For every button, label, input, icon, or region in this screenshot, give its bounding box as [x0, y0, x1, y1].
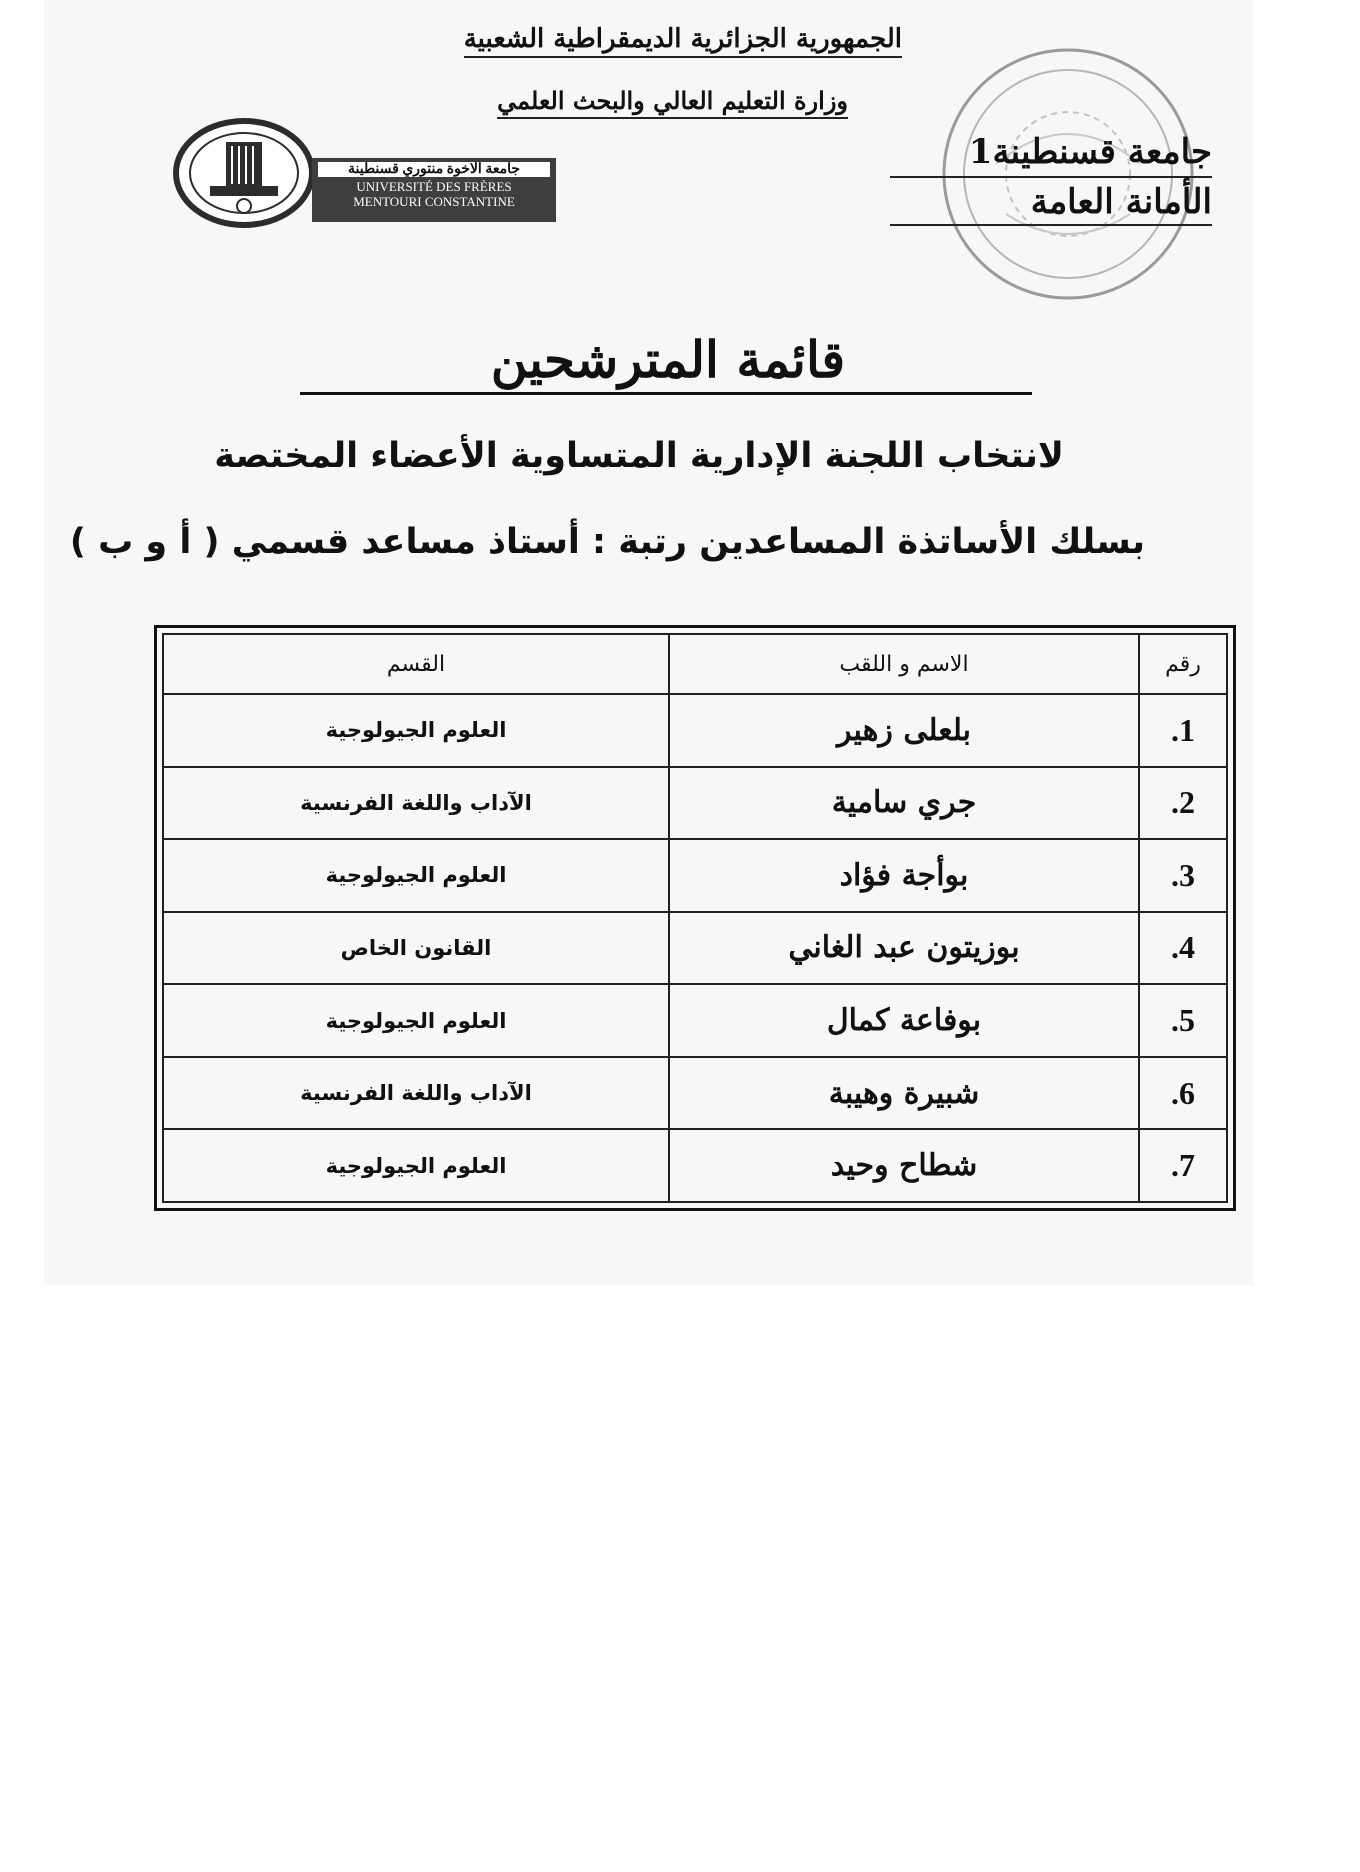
- row-number: 5.: [1139, 984, 1227, 1057]
- title-underline: [300, 392, 1032, 395]
- table-row: [163, 839, 1227, 912]
- candidate-department: القانون الخاص: [163, 912, 669, 985]
- candidate-name: بوأجة فؤاد: [669, 839, 1139, 912]
- secretariat-line: الأمانة العامة: [890, 182, 1212, 226]
- candidates-table-frame: [154, 625, 1236, 1211]
- table-row: [163, 912, 1227, 985]
- table-row: [163, 1057, 1227, 1130]
- candidate-name: شبيرة وهيبة: [669, 1057, 1139, 1130]
- table-row: [163, 984, 1227, 1057]
- logo-arabic-name: جامعة الاخوة منتوري قسنطينة: [318, 162, 550, 177]
- ministry-heading: وزارة التعليم العالي والبحث العلمي: [497, 86, 848, 119]
- row-number: 3.: [1139, 839, 1227, 912]
- candidate-name: بلعلى زهير: [669, 694, 1139, 767]
- candidates-table: [162, 633, 1228, 1203]
- university-line: جامعة قسنطينة1: [890, 132, 1212, 178]
- candidate-department: العلوم الجيولوجية: [163, 984, 669, 1057]
- row-number: 1.: [1139, 694, 1227, 767]
- candidate-department: العلوم الجيولوجية: [163, 839, 669, 912]
- row-number: 2.: [1139, 767, 1227, 840]
- header-department: القسم: [163, 634, 669, 694]
- document-subtitle-1: لانتخاب اللجنة الإدارية المتساوية الأعضاء المختصة: [214, 436, 1064, 476]
- header-number: رقم: [1139, 634, 1227, 694]
- document-title: قائمة المترشحين: [490, 330, 846, 389]
- candidate-name: شطاح وحيد: [669, 1129, 1139, 1202]
- candidate-name: بوزيتون عبد الغاني: [669, 912, 1139, 985]
- logo-french-name-2: MENTOURI CONSTANTINE: [353, 194, 515, 209]
- university-logo-caption: [312, 158, 556, 222]
- candidate-department: الآداب واللغة الفرنسية: [163, 767, 669, 840]
- university-block: [890, 132, 1212, 226]
- table-row: [163, 694, 1227, 767]
- document-subtitle-2: بسلك الأساتذة المساعدين رتبة : أستاذ مساعد قسمي ( أ و ب ): [69, 522, 1145, 562]
- row-number: 4.: [1139, 912, 1227, 985]
- university-logo: [172, 118, 322, 228]
- table-row: [163, 767, 1227, 840]
- row-number: 7.: [1139, 1129, 1227, 1202]
- table-header-row: [163, 634, 1227, 694]
- candidate-name: بوفاعة كمال: [669, 984, 1139, 1057]
- table-row: [163, 1129, 1227, 1202]
- candidate-department: الآداب واللغة الفرنسية: [163, 1057, 669, 1130]
- logo-french-name-1: UNIVERSITÉ DES FRÈRES: [356, 179, 512, 194]
- candidate-department: العلوم الجيولوجية: [163, 694, 669, 767]
- row-number: 6.: [1139, 1057, 1227, 1130]
- candidate-department: العلوم الجيولوجية: [163, 1129, 669, 1202]
- republic-heading: الجمهورية الجزائرية الديمقراطية الشعبية: [464, 24, 902, 58]
- header-name: الاسم و اللقب: [669, 634, 1139, 694]
- candidate-name: جري سامية: [669, 767, 1139, 840]
